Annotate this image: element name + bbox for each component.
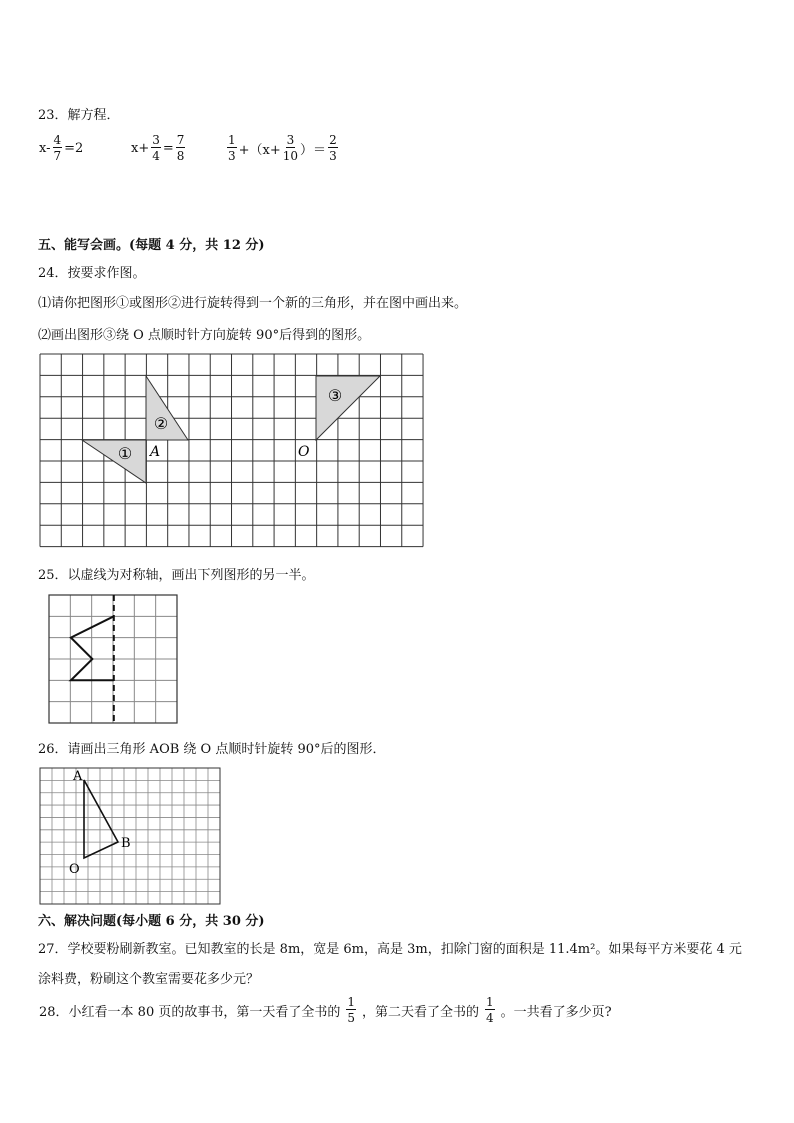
shape-3-triangle	[316, 376, 380, 440]
eq2-pre: x+	[131, 140, 150, 156]
eq2-f2-num: 7	[176, 133, 185, 147]
eq3-fraction-1	[227, 134, 237, 162]
q24-instruction-1: ⑴请你把图形①或图形②进行旋转得到一个新的三角形，并在图中画出来。	[38, 296, 468, 311]
vertex-a-label: A	[73, 769, 83, 784]
eq2-f1-den: 4	[152, 149, 160, 163]
q28-f2-num: 1	[486, 995, 494, 1009]
point-a-label: A	[150, 444, 161, 460]
point-o-label: O	[298, 444, 310, 460]
q26-title: 26．请画出三角形 AOB 绕 O 点顺时针旋转 90°后的图形．	[38, 742, 386, 757]
half-figure-outline	[71, 616, 114, 680]
q25-title: 25．以虚线为对称轴，画出下列图形的另一半。	[38, 568, 315, 583]
eq1-num: 4	[53, 133, 62, 147]
q23-equation-2	[130, 134, 186, 162]
eq2-mid: =	[162, 140, 174, 156]
q24-instruction-2: ⑵画出图形③绕 O 点顺时针方向旋转 90°后得到的图形。	[38, 328, 371, 343]
eq3-fraction-3	[328, 134, 338, 162]
triangle-aob	[84, 780, 118, 858]
q23-equation-1	[38, 134, 84, 162]
q28-part-2: ，第二天看了全书的	[362, 1004, 480, 1020]
eq3-f3-num: 2	[329, 133, 337, 147]
eq3-f1-num: 1	[228, 133, 236, 147]
q28-part-3: 。一共看了多少页?	[500, 1004, 612, 1020]
eq3-f2-num: 3	[286, 133, 295, 147]
shape-3-label: ③	[327, 386, 343, 405]
q27-line-2: 涂料费，粉刷这个教室需要花多少元？	[38, 972, 260, 987]
section-6-heading: 六、解决问题(每小题 6 分，共 30 分)	[38, 914, 265, 929]
eq1-pre: x-	[39, 140, 51, 156]
q28-question	[38, 996, 613, 1024]
q27-line-1: 27．学校要粉刷新教室。已知教室的长是 8m，宽是 6m，高是 3m，扣除门窗的面积是 11.4m²。如果每平方米要花 4 元	[38, 942, 742, 957]
q28-fraction-2	[485, 996, 495, 1024]
eq3-fraction-2	[283, 134, 298, 162]
section-5-heading: 五、能写会画。(每题 4 分，共 12 分)	[38, 238, 265, 253]
q28-f1-den: 5	[347, 1011, 355, 1025]
eq3-mid1: +（x+	[238, 142, 281, 158]
q23-equation-3	[226, 134, 339, 162]
eq2-f2-den: 8	[176, 149, 185, 163]
q28-f2-den: 4	[486, 1011, 494, 1025]
vertex-o-label: O	[69, 862, 80, 877]
shape-1-label: ①	[117, 444, 133, 463]
eq3-f2-den: 10	[282, 149, 299, 163]
eq3-f3-den: 3	[329, 149, 337, 163]
eq3-mid2: ）＝	[300, 142, 327, 158]
eq1-fraction	[53, 134, 63, 162]
q28-part-1: 28．小红看一本 80 页的故事书，第一天看了全书的	[39, 1004, 341, 1020]
shape-2-label: ②	[153, 414, 169, 433]
q23-title: 23．解方程．	[38, 108, 120, 123]
q24-title: 24．按要求作图。	[38, 266, 146, 281]
q28-fraction-1	[346, 996, 356, 1024]
q28-f1-num: 1	[347, 995, 355, 1009]
q25-grid-figure	[46, 592, 180, 726]
eq1-post: =2	[64, 140, 84, 156]
eq2-f1-num: 3	[152, 133, 160, 147]
eq2-fraction-1	[151, 134, 161, 162]
q24-grid-figure	[36, 350, 426, 550]
eq3-f1-den: 3	[228, 149, 236, 163]
vertex-b-label: B	[121, 836, 131, 851]
eq1-den: 7	[53, 149, 62, 163]
q26-grid-figure	[38, 766, 222, 906]
eq2-fraction-2	[176, 134, 186, 162]
